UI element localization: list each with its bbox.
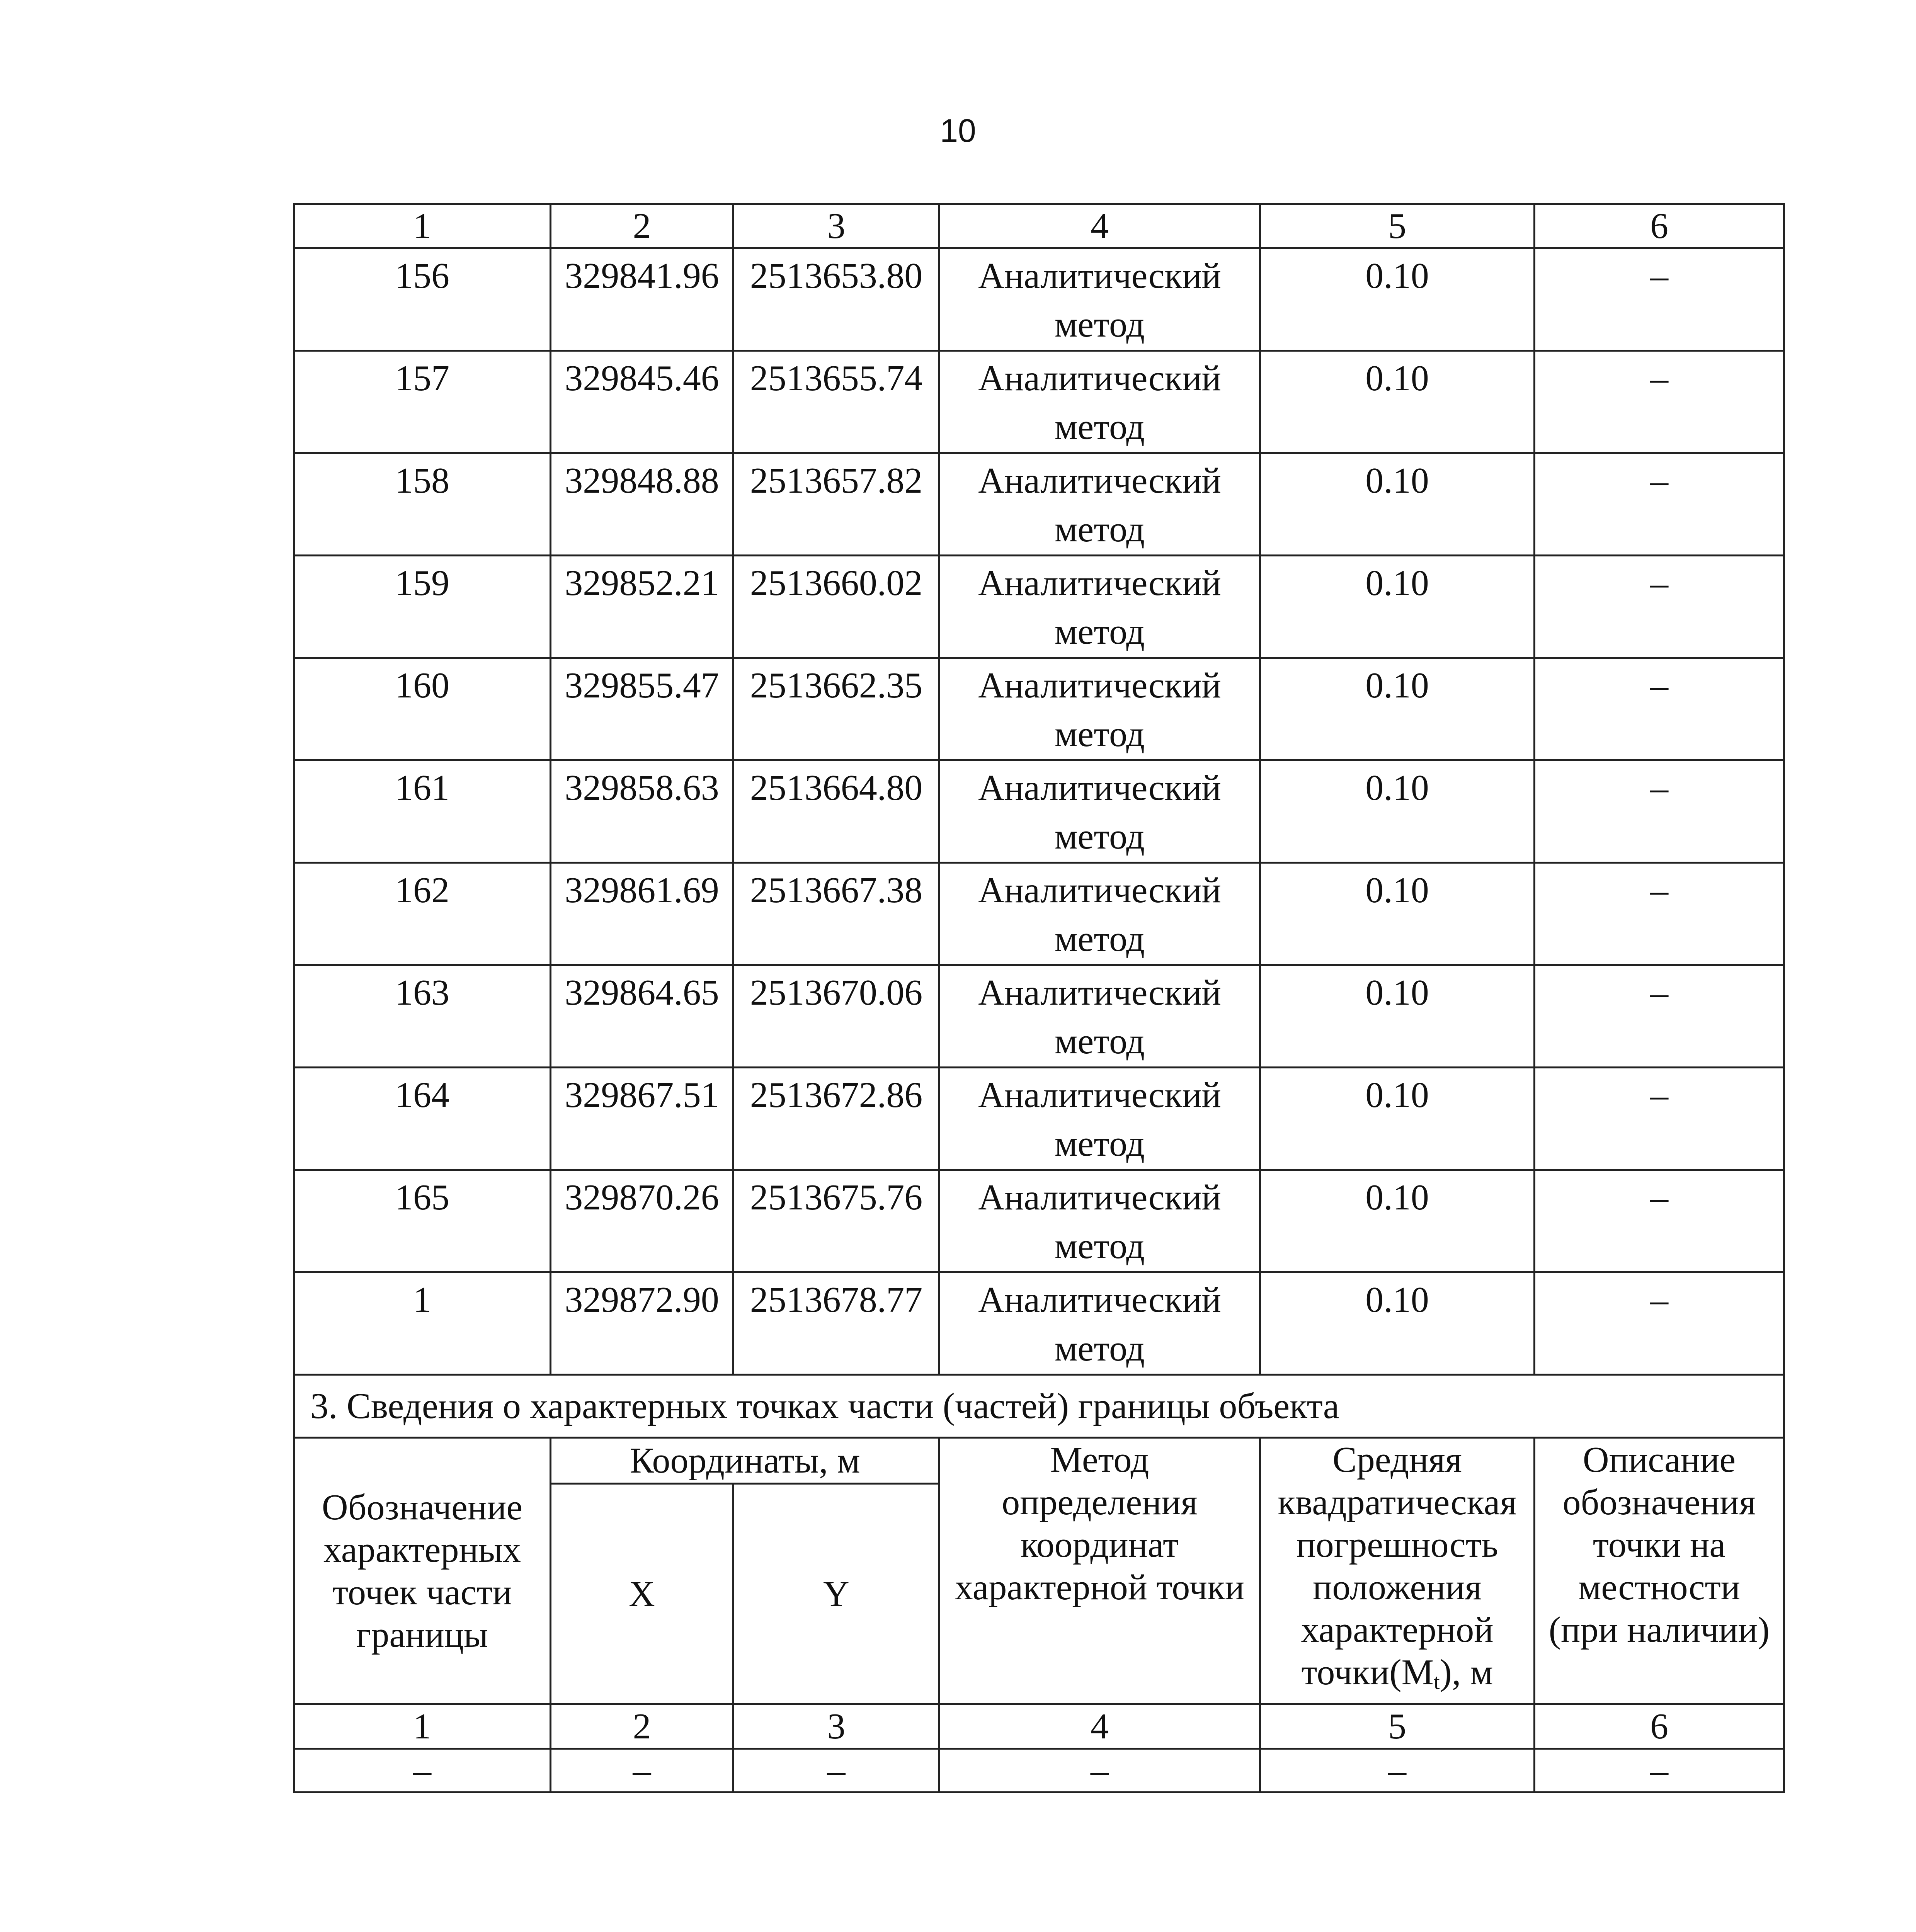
designation-header bbox=[294, 1438, 551, 1704]
x-coordinate-cell: 329872.90 bbox=[551, 1272, 733, 1375]
x-coordinate-cell: 329867.51 bbox=[551, 1068, 733, 1170]
point-id-cell: 160 bbox=[294, 658, 551, 760]
method-line-1: Аналитический bbox=[978, 1177, 1221, 1218]
method-cell bbox=[939, 658, 1260, 760]
method-cell bbox=[939, 760, 1260, 863]
column-number-cell: 5 bbox=[1260, 1704, 1535, 1749]
method-cell bbox=[939, 351, 1260, 453]
method-line-2: метод bbox=[1054, 714, 1145, 754]
table-row bbox=[294, 1170, 1784, 1272]
method-line-2: метод bbox=[1054, 407, 1145, 447]
description-cell: – bbox=[1535, 248, 1784, 351]
method-cell bbox=[939, 248, 1260, 351]
point-id-cell: 156 bbox=[294, 248, 551, 351]
method-cell bbox=[939, 965, 1260, 1068]
method-cell bbox=[939, 1068, 1260, 1170]
method-line-1: Аналитический bbox=[978, 563, 1221, 603]
error-header-line: положения bbox=[1313, 1567, 1482, 1607]
error-cell: 0.10 bbox=[1260, 453, 1535, 556]
column-number-cell: 1 bbox=[294, 1704, 551, 1749]
error-header-line: характерной bbox=[1301, 1610, 1494, 1650]
x-coordinate-cell: 329861.69 bbox=[551, 863, 733, 965]
y-coordinate-cell: 2513678.77 bbox=[733, 1272, 939, 1375]
point-id-cell: 1 bbox=[294, 1272, 551, 1375]
section-title: 3. Сведения о характерных точках части (частей) границы объекта bbox=[294, 1375, 1784, 1438]
designation-header-line: Обозначение bbox=[322, 1487, 523, 1527]
error-cell: 0.10 bbox=[1260, 1272, 1535, 1375]
description-cell: – bbox=[1535, 658, 1784, 760]
method-cell bbox=[939, 556, 1260, 658]
description-cell: – bbox=[1535, 1068, 1784, 1170]
y-coordinate-cell: 2513655.74 bbox=[733, 351, 939, 453]
column-number-cell: 1 bbox=[294, 204, 551, 248]
table-row bbox=[294, 658, 1784, 760]
error-cell: 0.10 bbox=[1260, 556, 1535, 658]
method-line-1: Аналитический bbox=[978, 870, 1221, 910]
y-coordinate-cell: 2513672.86 bbox=[733, 1068, 939, 1170]
empty-cell: – bbox=[1260, 1749, 1535, 1793]
method-cell bbox=[939, 1170, 1260, 1272]
error-cell: 0.10 bbox=[1260, 248, 1535, 351]
method-line-1: Аналитический bbox=[978, 461, 1221, 501]
column-number-row bbox=[294, 1704, 1784, 1749]
y-coordinate-cell: 2513662.35 bbox=[733, 658, 939, 760]
designation-header-line: границы bbox=[356, 1614, 488, 1655]
method-line-2: метод bbox=[1054, 919, 1145, 959]
point-id-cell: 162 bbox=[294, 863, 551, 965]
error-cell: 0.10 bbox=[1260, 965, 1535, 1068]
method-cell bbox=[939, 453, 1260, 556]
y-coordinate-cell: 2513664.80 bbox=[733, 760, 939, 863]
method-header-line: Метод bbox=[1050, 1440, 1149, 1480]
error-header-line bbox=[1264, 1651, 1530, 1703]
table-row bbox=[294, 863, 1784, 965]
page-number: 10 bbox=[940, 112, 976, 149]
empty-cell: – bbox=[733, 1749, 939, 1793]
error-cell: 0.10 bbox=[1260, 658, 1535, 760]
table-row bbox=[294, 453, 1784, 556]
point-id-cell: 161 bbox=[294, 760, 551, 863]
column-number-cell: 6 bbox=[1535, 204, 1784, 248]
column-number-cell: 2 bbox=[551, 204, 733, 248]
x-header: X bbox=[551, 1484, 733, 1704]
description-header-line: (при наличии) bbox=[1548, 1610, 1770, 1650]
description-cell: – bbox=[1535, 453, 1784, 556]
table-row bbox=[294, 1272, 1784, 1375]
table-row bbox=[294, 1068, 1784, 1170]
description-header-line: Описание bbox=[1582, 1440, 1736, 1480]
description-cell: – bbox=[1535, 351, 1784, 453]
description-cell: – bbox=[1535, 965, 1784, 1068]
description-cell: – bbox=[1535, 1170, 1784, 1272]
method-line-2: метод bbox=[1054, 1124, 1145, 1164]
error-cell: 0.10 bbox=[1260, 1170, 1535, 1272]
empty-cell: – bbox=[939, 1749, 1260, 1793]
x-coordinate-cell: 329848.88 bbox=[551, 453, 733, 556]
error-cell: 0.10 bbox=[1260, 863, 1535, 965]
method-line-1: Аналитический bbox=[978, 1280, 1221, 1320]
method-line-1: Аналитический bbox=[978, 973, 1221, 1013]
error-header-line: Средняя bbox=[1332, 1440, 1462, 1480]
method-line-1: Аналитический bbox=[978, 1075, 1221, 1115]
error-header-line: квадратическая bbox=[1278, 1482, 1517, 1522]
designation-header-line: характерных bbox=[323, 1529, 521, 1570]
method-line-2: метод bbox=[1054, 1021, 1145, 1061]
empty-cell: – bbox=[294, 1749, 551, 1793]
column-number-row bbox=[294, 204, 1784, 248]
point-id-cell: 159 bbox=[294, 556, 551, 658]
method-line-1: Аналитический bbox=[978, 256, 1221, 296]
point-id-cell: 165 bbox=[294, 1170, 551, 1272]
description-header-line: обозначения bbox=[1562, 1482, 1756, 1522]
description-cell: – bbox=[1535, 863, 1784, 965]
error-header-subscript: t bbox=[1434, 1670, 1440, 1694]
method-line-1: Аналитический bbox=[978, 358, 1221, 398]
point-id-cell: 164 bbox=[294, 1068, 551, 1170]
method-header bbox=[939, 1438, 1260, 1704]
x-coordinate-cell: 329858.63 bbox=[551, 760, 733, 863]
x-coordinate-cell: 329855.47 bbox=[551, 658, 733, 760]
x-coordinate-cell: 329870.26 bbox=[551, 1170, 733, 1272]
method-line-1: Аналитический bbox=[978, 665, 1221, 706]
column-number-cell: 4 bbox=[939, 204, 1260, 248]
column-number-cell: 2 bbox=[551, 1704, 733, 1749]
method-header-line: координат bbox=[1020, 1525, 1179, 1565]
table-row bbox=[294, 1749, 1784, 1793]
point-id-cell: 163 bbox=[294, 965, 551, 1068]
description-cell: – bbox=[1535, 556, 1784, 658]
x-coordinate-cell: 329852.21 bbox=[551, 556, 733, 658]
table-row bbox=[294, 248, 1784, 351]
x-coordinate-cell: 329841.96 bbox=[551, 248, 733, 351]
description-header-line: точки на bbox=[1593, 1525, 1726, 1565]
error-header-suffix: ), м bbox=[1440, 1652, 1493, 1692]
table-row bbox=[294, 760, 1784, 863]
method-cell bbox=[939, 1272, 1260, 1375]
table-row bbox=[294, 556, 1784, 658]
column-number-cell: 5 bbox=[1260, 204, 1535, 248]
description-header bbox=[1535, 1438, 1784, 1704]
designation-header-line: точек части bbox=[332, 1572, 512, 1612]
point-id-cell: 158 bbox=[294, 453, 551, 556]
y-coordinate-cell: 2513670.06 bbox=[733, 965, 939, 1068]
table-row bbox=[294, 351, 1784, 453]
column-number-cell: 3 bbox=[733, 1704, 939, 1749]
column-number-cell: 6 bbox=[1535, 1704, 1784, 1749]
column-number-cell: 3 bbox=[733, 204, 939, 248]
section-header-row bbox=[294, 1438, 1784, 1484]
section-title-row bbox=[294, 1375, 1784, 1438]
table-row bbox=[294, 965, 1784, 1068]
error-cell: 0.10 bbox=[1260, 760, 1535, 863]
y-coordinate-cell: 2513667.38 bbox=[733, 863, 939, 965]
error-cell: 0.10 bbox=[1260, 351, 1535, 453]
method-cell bbox=[939, 863, 1260, 965]
method-header-line: определения bbox=[1002, 1482, 1198, 1522]
description-cell: – bbox=[1535, 760, 1784, 863]
method-line-2: метод bbox=[1054, 1328, 1145, 1369]
boundary-points-table bbox=[293, 203, 1785, 1793]
point-id-cell: 157 bbox=[294, 351, 551, 453]
y-header: Y bbox=[733, 1484, 939, 1704]
empty-cell: – bbox=[551, 1749, 733, 1793]
method-line-2: метод bbox=[1054, 304, 1145, 345]
description-header-line: местности bbox=[1578, 1567, 1741, 1607]
column-number-cell: 4 bbox=[939, 1704, 1260, 1749]
y-coordinate-cell: 2513653.80 bbox=[733, 248, 939, 351]
error-header-prefix: точки(М bbox=[1301, 1652, 1434, 1692]
empty-cell: – bbox=[1535, 1749, 1784, 1793]
y-coordinate-cell: 2513660.02 bbox=[733, 556, 939, 658]
method-line-2: метод bbox=[1054, 509, 1145, 549]
method-line-1: Аналитический bbox=[978, 768, 1221, 808]
method-line-2: метод bbox=[1054, 816, 1145, 857]
coordinates-header: Координаты, м bbox=[551, 1438, 939, 1484]
method-line-2: метод bbox=[1054, 1226, 1145, 1266]
error-header bbox=[1260, 1438, 1535, 1704]
y-coordinate-cell: 2513675.76 bbox=[733, 1170, 939, 1272]
method-line-2: метод bbox=[1054, 612, 1145, 652]
error-header-line: погрешность bbox=[1296, 1525, 1498, 1565]
method-header-line: характерной точки bbox=[955, 1567, 1245, 1607]
x-coordinate-cell: 329845.46 bbox=[551, 351, 733, 453]
y-coordinate-cell: 2513657.82 bbox=[733, 453, 939, 556]
error-cell: 0.10 bbox=[1260, 1068, 1535, 1170]
x-coordinate-cell: 329864.65 bbox=[551, 965, 733, 1068]
description-cell: – bbox=[1535, 1272, 1784, 1375]
